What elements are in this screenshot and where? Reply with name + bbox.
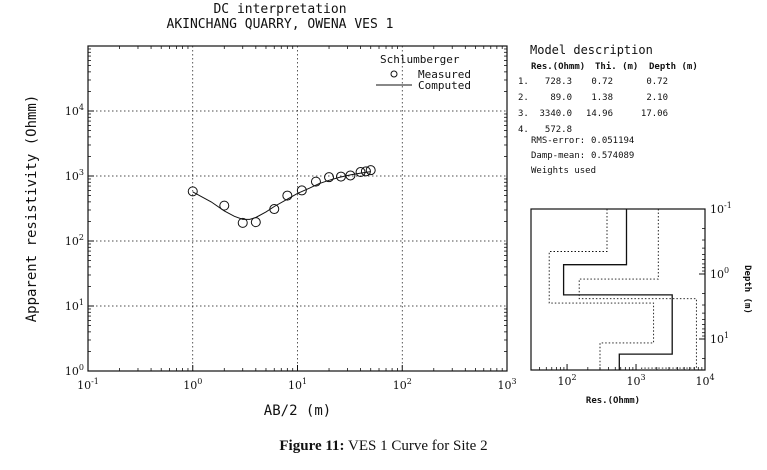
legend-measured-marker [391, 71, 397, 77]
rms-error-label: RMS-error: [531, 136, 586, 146]
resistivity-equivalence-profile [549, 209, 653, 370]
y-tick-label: $10^1$ [64, 298, 84, 313]
depth-x-tick-label: $10^2$ [557, 373, 577, 388]
model-description-table [518, 43, 698, 176]
y-tick-label: $10^0$ [64, 363, 84, 378]
model-row-res: 728.3 [544, 77, 572, 87]
legend-title: Schlumberger [380, 53, 460, 66]
figure-caption [0, 438, 767, 455]
depth-x-tick-label: $10^4$ [695, 373, 715, 388]
depth-resistivity-chart [531, 201, 752, 406]
model-column-header: Res.(Ohmm) [531, 62, 586, 72]
model-row-thickness: 1.38 [591, 93, 613, 103]
model-row-res: 572.8 [544, 125, 572, 135]
y-tick-label: $10^3$ [64, 168, 84, 183]
model-heading: Model description [530, 43, 653, 57]
y-tick-label: $10^4$ [64, 103, 84, 118]
legend-computed-label: Computed [418, 79, 471, 92]
model-row-number: 1. [518, 77, 529, 87]
y-axis-label: Apparent resistivity (Ohmm) [24, 94, 40, 323]
resistivity-model-profile [564, 209, 673, 370]
chart-title-line2: AKINCHANG QUARRY, OWENA VES 1 [166, 17, 394, 32]
depth-y-axis-label: Depth (m) [742, 265, 752, 314]
rms-error-value: 0.051194 [591, 136, 635, 146]
model-row-res: 3340.0 [539, 109, 572, 119]
model-row-number: 3. [518, 109, 529, 119]
legend-measured-label: Measured [418, 68, 471, 81]
figure-caption-label: Figure 11: [279, 438, 345, 454]
x-tick-label: $10^2$ [392, 377, 412, 392]
depth-x-axis-label: Res.(Ohmm) [585, 396, 641, 406]
model-row-depth: 2.10 [646, 93, 668, 103]
model-row-thickness: 0.72 [591, 77, 613, 87]
model-row-res: 89.0 [550, 93, 572, 103]
chart-title-line1: DC interpretation [213, 2, 347, 17]
y-tick-label: $10^2$ [64, 233, 84, 248]
depth-y-tick-label: $10^1$ [710, 330, 730, 346]
model-row-depth: 0.72 [646, 77, 668, 87]
x-tick-label: $10^{-1}$ [77, 377, 99, 392]
x-tick-label: $10^1$ [287, 377, 308, 392]
model-row-number: 2. [518, 93, 529, 103]
depth-y-tick-label: $10^{-1}$ [710, 201, 732, 216]
depth-y-tick-label: $10^0$ [710, 265, 730, 281]
computed-curve [193, 172, 371, 220]
x-axis-label: AB/2 (m) [263, 403, 332, 419]
x-tick-label: $10^3$ [497, 377, 517, 392]
measured-point [251, 218, 260, 227]
damp-mean-label: Damp-mean: [531, 151, 586, 161]
model-row-depth: 17.06 [640, 109, 668, 119]
depth-x-tick-label: $10^3$ [626, 373, 646, 388]
damp-mean-value: 0.574089 [591, 151, 635, 161]
model-row-thickness: 14.96 [585, 109, 613, 119]
main-chart [24, 46, 517, 419]
figure-caption-text: VES 1 Curve for Site 2 [348, 438, 488, 454]
model-column-header: Depth (m) [649, 62, 698, 72]
model-column-header: Thi. (m) [595, 62, 639, 72]
depth-plot-frame [531, 209, 705, 370]
x-tick-label: $10^0$ [183, 377, 203, 392]
weights-label: Weights used [531, 166, 597, 176]
measured-point [220, 201, 229, 210]
model-row-number: 4. [518, 125, 529, 135]
resistivity-equivalence-profile [579, 209, 696, 370]
